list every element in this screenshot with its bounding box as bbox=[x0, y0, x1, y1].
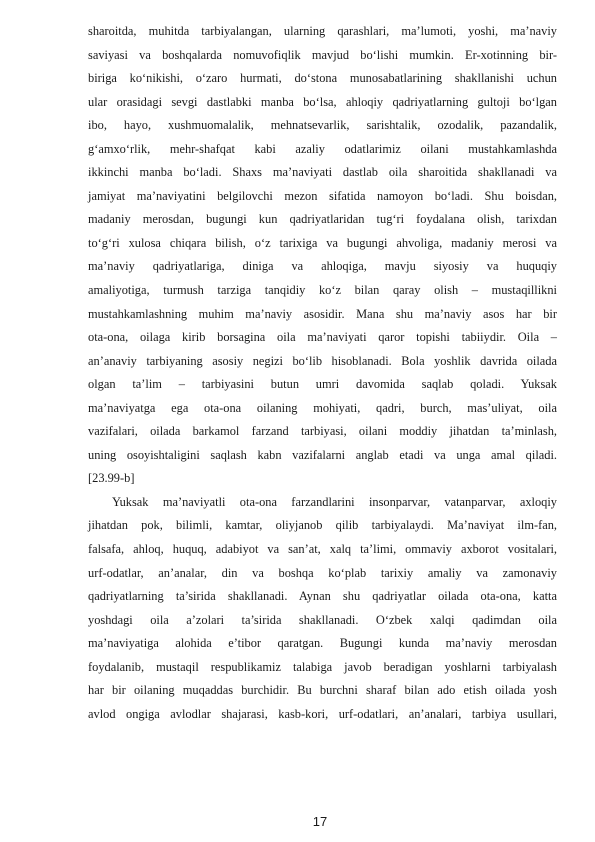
text-line: vazifalari, oilada barkamol farzand tarbiyasi, oilani moddiy jihatdan ta’minlash, bbox=[88, 424, 557, 439]
citation-reference: [23.99-b] bbox=[88, 471, 135, 486]
text-line: to‘g‘ri xulosa chiqara bilish, o‘z tarixiga va bugungi ahvoliga, madaniy merosi va bbox=[88, 235, 557, 250]
text-line: qadriyatlarning ta’sirida shakllanadi. Aynan shu qadriyatlar oilada ota-ona, katta bbox=[88, 589, 557, 604]
text-line: saviyasi va boshqalarda nomuvofiqlik mavjud bo‘lishi mumkin. Er-xotinning bir- bbox=[88, 47, 557, 62]
text-line: avlod ongiga avlodlar shajarasi, kasb-kori, urf-odatlari, an’analari, tarbiya usullari, bbox=[88, 706, 557, 721]
paragraph-1 bbox=[88, 20, 557, 491]
text-line: uning osoyishtaligini saqlash kabn vazifalarni anglab etadi va unga amal qiladi. bbox=[88, 447, 557, 462]
page-number: 17 bbox=[312, 814, 328, 829]
text-line: mustahkamlashning muhim ma’naviy asosidir. Mana shu ma’naviy asos har bir bbox=[88, 306, 557, 321]
text-line: yoshdagi oila a’zolari ta’sirida shakllanadi. O‘zbek xalqi qadimdan oila bbox=[88, 612, 557, 627]
text-line: amaliyotiga, turmush tarziga tanqidiy ko‘z bilan qaray olish – mustaqillikni bbox=[88, 283, 557, 298]
text-line: ibo, hayo, xushmuomalalik, mehnatsevarlik, sarishtalik, ozodalik, pazandalik, bbox=[88, 118, 557, 133]
text-line: falsafa, ahloq, huquq, adabiyot va san’at, xalq ta’limi, ommaviy axborot vositalari, bbox=[88, 542, 557, 557]
text-line: ular orasidagi sevgi dastlabki manba bo‘lsa, ahloqiy qadriyatlarning gultoji bo‘lgan bbox=[88, 94, 557, 109]
text-line: g‘amxo‘rlik, mehr-shafqat kabi azaliy odatlarimiz oilani mustahkamlashda bbox=[88, 141, 557, 156]
text-line: ikkinchi manba bo‘ladi. Shaxs ma’naviyati dastlab oila sharoitida shakllanadi va bbox=[88, 165, 557, 180]
text-line: foydalanib, mustaqil respublikamiz talabiga javob beradigan yoshlarni tarbiyalash bbox=[88, 659, 557, 674]
text-line: biriga ko‘nikishi, o‘zaro hurmati, do‘stona munosabatlarining shakllanishi uchun bbox=[88, 71, 557, 86]
text-line: ma’naviyatga ega ota-ona oilaning mohiyati, qadri, burch, mas’uliyat, oila bbox=[88, 400, 557, 415]
text-line: jihatdan pok, bilimli, kamtar, oliyjanob qilib tarbiyalaydi. Ma’naviyat ilm-fan, bbox=[88, 518, 557, 533]
paragraph-2 bbox=[88, 491, 557, 726]
text-line: madaniy merosdan, bugungi kun qadriyatlaridan tug‘ri foydalana olish, tarixdan bbox=[88, 212, 557, 227]
text-line: olgan ta’lim – tarbiyasini butun umri davomida saqlab qoladi. Yuksak bbox=[88, 377, 557, 392]
text-line: har bir oilaning muqaddas burchidir. Bu burchni sharaf bilan ado etish oilada yosh bbox=[88, 683, 557, 698]
text-line: urf-odatlar, an’analar, din va boshqa ko‘plab tarixiy amaliy va zamonaviy bbox=[88, 565, 557, 580]
document-body bbox=[88, 20, 557, 726]
text-line: Yuksak ma’naviyatli ota-ona farzandlarini insonparvar, vatanparvar, axloqiy bbox=[112, 494, 557, 509]
text-line: jamiyat ma’naviyatini belgilovchi mezon sifatida namoyon bo‘ladi. Shu boisdan, bbox=[88, 188, 557, 203]
text-line: ma’naviyatiga alohida e’tibor qaratgan. Bugungi kunda ma’naviy merosdan bbox=[88, 636, 557, 651]
text-line: an’anaviy tarbiyaning asosiy negizi bo‘lib hisoblanadi. Bola yoshlik davrida oilada bbox=[88, 353, 557, 368]
text-line: sharoitda, muhitda tarbiyalangan, ularning qarashlari, ma’lumoti, yoshi, ma’naviy bbox=[88, 24, 557, 38]
text-line: ma’naviy qadriyatlariga, diniga va ahloqiga, mavju siyosiy va huquqiy bbox=[88, 259, 557, 274]
text-line: ota-ona, oilaga kirib borsagina oila ma’naviyati qaror topishi tabiiydir. Oila – bbox=[88, 330, 557, 345]
